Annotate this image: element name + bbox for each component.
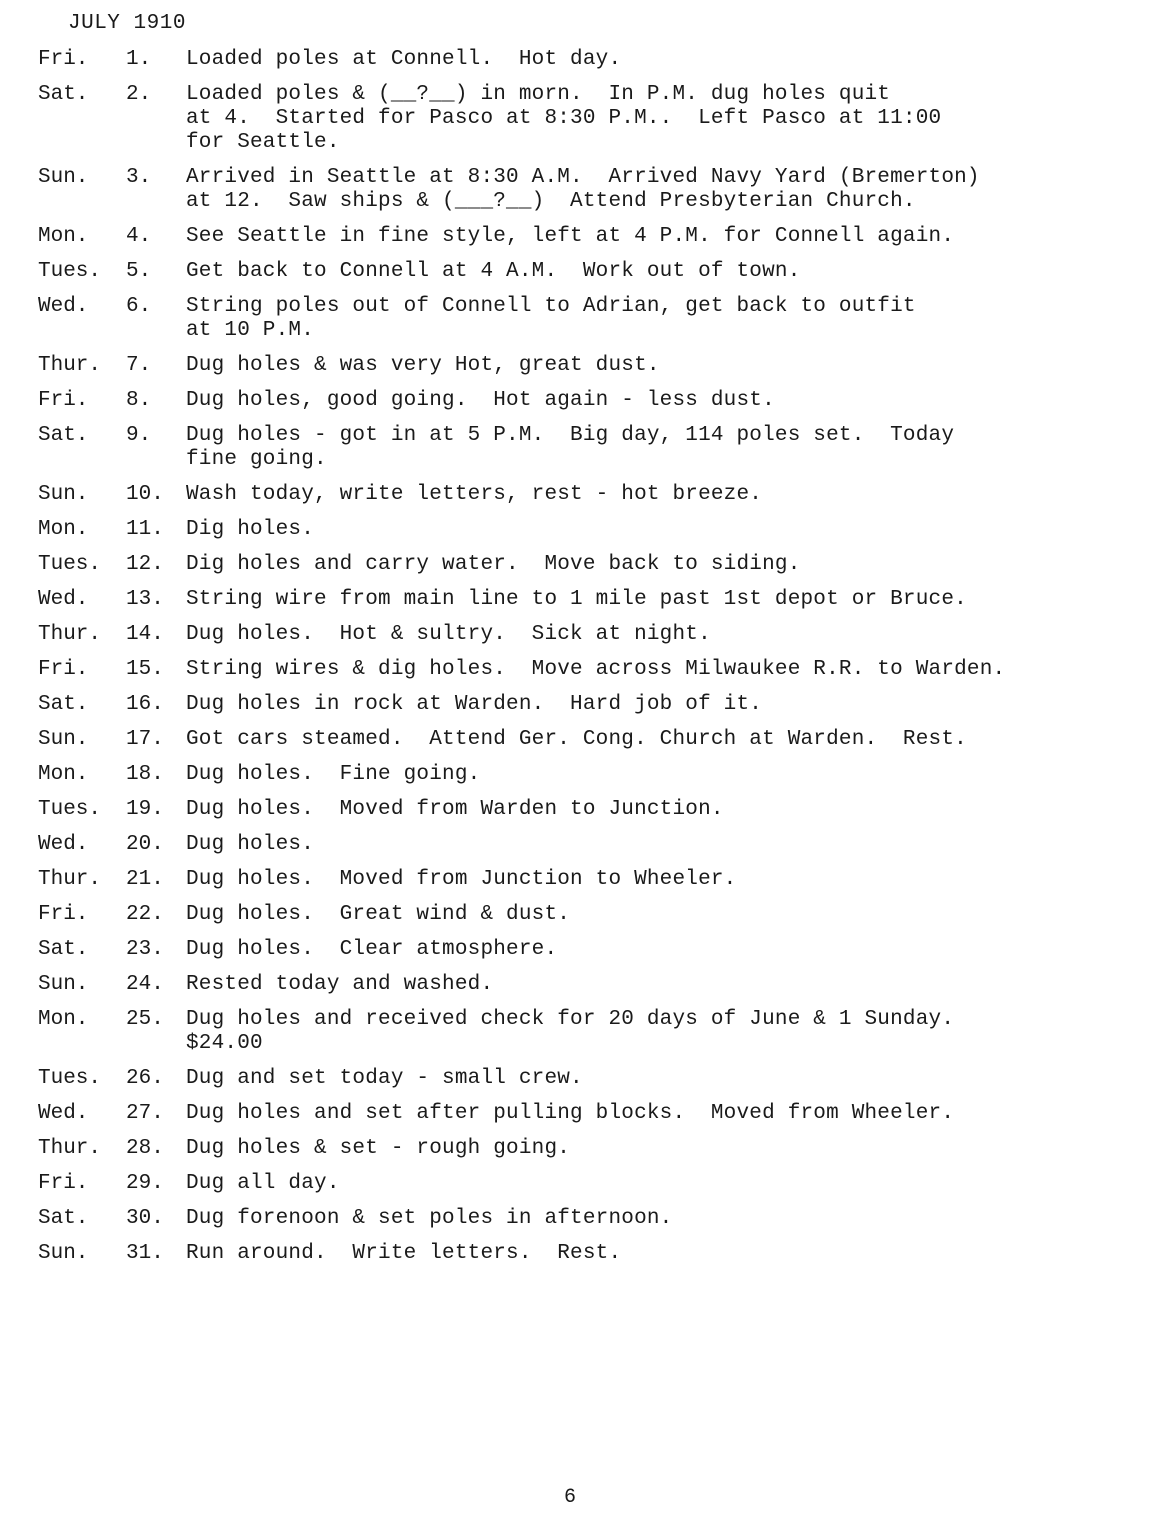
entry-day: Wed. bbox=[38, 833, 89, 856]
diary-entry bbox=[38, 1102, 1138, 1126]
entry-day: Wed. bbox=[38, 295, 89, 318]
entry-day: Mon. bbox=[38, 225, 89, 248]
entry-day: Tues. bbox=[38, 1067, 102, 1090]
entry-day: Mon. bbox=[38, 1008, 89, 1031]
entry-date: 25. bbox=[126, 1008, 164, 1031]
diary-entry bbox=[38, 1067, 1138, 1091]
entry-date: 10. bbox=[126, 483, 164, 506]
entry-day: Sun. bbox=[38, 973, 89, 996]
entry-date: 7. bbox=[126, 354, 152, 377]
entry-text: Dug holes & set - rough going. bbox=[186, 1137, 571, 1160]
entry-date: 26. bbox=[126, 1067, 164, 1090]
diary-entry bbox=[38, 260, 1138, 284]
diary-entry bbox=[38, 658, 1138, 682]
diary-entry bbox=[38, 1008, 1138, 1056]
diary-entry bbox=[38, 518, 1138, 542]
entry-date: 17. bbox=[126, 728, 164, 751]
diary-entry bbox=[38, 938, 1138, 962]
entry-text: Dug holes. Fine going. bbox=[186, 763, 481, 786]
entry-date: 19. bbox=[126, 798, 164, 821]
diary-entry bbox=[38, 798, 1138, 822]
entry-text: Dug holes. bbox=[186, 833, 315, 856]
entry-text: Rested today and washed. bbox=[186, 973, 494, 996]
entry-day: Wed. bbox=[38, 588, 89, 611]
entry-text: Dug forenoon & set poles in afternoon. bbox=[186, 1207, 673, 1230]
entry-day: Sat. bbox=[38, 693, 89, 716]
entry-text: Dug holes. Hot & sultry. Sick at night. bbox=[186, 623, 711, 646]
entry-date: 24. bbox=[126, 973, 164, 996]
entry-date: 11. bbox=[126, 518, 164, 541]
entry-text: Dug holes and set after pulling blocks. Moved from Wheeler. bbox=[186, 1102, 955, 1125]
entry-text: Dug and set today - small crew. bbox=[186, 1067, 583, 1090]
diary-entry bbox=[38, 903, 1138, 927]
entry-day: Tues. bbox=[38, 798, 102, 821]
entry-text: See Seattle in fine style, left at 4 P.M. for Connell again. bbox=[186, 225, 955, 248]
entry-day: Fri. bbox=[38, 1172, 89, 1195]
entry-date: 27. bbox=[126, 1102, 164, 1125]
diary-entry bbox=[38, 763, 1138, 787]
entry-day: Mon. bbox=[38, 518, 89, 541]
entry-date: 14. bbox=[126, 623, 164, 646]
entry-day: Sat. bbox=[38, 424, 89, 447]
diary-entry bbox=[38, 1207, 1138, 1231]
entry-day: Thur. bbox=[38, 354, 102, 377]
entry-date: 9. bbox=[126, 424, 152, 447]
diary-entry bbox=[38, 588, 1138, 612]
entry-date: 4. bbox=[126, 225, 152, 248]
entry-date: 5. bbox=[126, 260, 152, 283]
entry-text: Dig holes. bbox=[186, 518, 315, 541]
diary-entry bbox=[38, 225, 1138, 249]
entry-date: 28. bbox=[126, 1137, 164, 1160]
diary-entry bbox=[38, 973, 1138, 997]
entry-text: Dug holes & was very Hot, great dust. bbox=[186, 354, 660, 377]
entry-text: Dug holes. Great wind & dust. bbox=[186, 903, 571, 926]
diary-entry bbox=[38, 1242, 1138, 1266]
entry-date: 29. bbox=[126, 1172, 164, 1195]
entry-date: 18. bbox=[126, 763, 164, 786]
entry-text: String wire from main line to 1 mile past 1st depot or Bruce. bbox=[186, 588, 967, 611]
entry-date: 23. bbox=[126, 938, 164, 961]
entry-text: Dug all day. bbox=[186, 1172, 340, 1195]
diary-entry bbox=[38, 354, 1138, 378]
page-number: 6 bbox=[563, 1486, 576, 1509]
diary-entry bbox=[38, 1172, 1138, 1196]
entry-date: 13. bbox=[126, 588, 164, 611]
month-heading: JULY 1910 bbox=[68, 12, 186, 35]
diary-entry bbox=[38, 623, 1138, 647]
entry-date: 20. bbox=[126, 833, 164, 856]
entry-day: Tues. bbox=[38, 553, 102, 576]
entry-text: Dug holes. Clear atmosphere. bbox=[186, 938, 558, 961]
diary-entry bbox=[38, 48, 1138, 72]
entry-date: 1. bbox=[126, 48, 152, 71]
entry-text: Loaded poles at Connell. Hot day. bbox=[186, 48, 622, 71]
entry-day: Fri. bbox=[38, 903, 89, 926]
entry-day: Sun. bbox=[38, 1242, 89, 1265]
entry-day: Sat. bbox=[38, 83, 89, 106]
entry-date: 31. bbox=[126, 1242, 164, 1265]
entry-date: 8. bbox=[126, 389, 152, 412]
diary-entries bbox=[38, 48, 1138, 1277]
diary-entry bbox=[38, 83, 1138, 155]
diary-entry bbox=[38, 1137, 1138, 1161]
entry-text: Dug holes. Moved from Junction to Wheeler. bbox=[186, 868, 737, 891]
entry-day: Tues. bbox=[38, 260, 102, 283]
entry-date: 15. bbox=[126, 658, 164, 681]
entry-text: Loaded poles & (__?__) in morn. In P.M. dug holes quit at 4. Started for Pasco at 8:30 P.M.. Left Pasco at 11:00 for Seattle. bbox=[186, 83, 942, 154]
diary-entry bbox=[38, 833, 1138, 857]
entry-date: 3. bbox=[126, 166, 152, 189]
entry-day: Wed. bbox=[38, 1102, 89, 1125]
entry-day: Sat. bbox=[38, 938, 89, 961]
diary-entry bbox=[38, 166, 1138, 214]
entry-text: String poles out of Connell to Adrian, get back to outfit at 10 P.M. bbox=[186, 295, 916, 342]
entry-day: Sun. bbox=[38, 728, 89, 751]
entry-text: Dug holes, good going. Hot again - less dust. bbox=[186, 389, 775, 412]
diary-entry bbox=[38, 295, 1138, 343]
entry-day: Thur. bbox=[38, 623, 102, 646]
entry-text: Wash today, write letters, rest - hot breeze. bbox=[186, 483, 763, 506]
entry-date: 12. bbox=[126, 553, 164, 576]
entry-text: String wires & dig holes. Move across Milwaukee R.R. to Warden. bbox=[186, 658, 1006, 681]
entry-day: Sat. bbox=[38, 1207, 89, 1230]
entry-day: Sun. bbox=[38, 166, 89, 189]
diary-entry bbox=[38, 483, 1138, 507]
diary-entry bbox=[38, 868, 1138, 892]
entry-date: 22. bbox=[126, 903, 164, 926]
entry-date: 30. bbox=[126, 1207, 164, 1230]
entry-text: Dug holes and received check for 20 days of June & 1 Sunday. $24.00 bbox=[186, 1008, 955, 1055]
entry-text: Get back to Connell at 4 A.M. Work out of town. bbox=[186, 260, 801, 283]
entry-day: Thur. bbox=[38, 868, 102, 891]
entry-date: 2. bbox=[126, 83, 152, 106]
entry-date: 21. bbox=[126, 868, 164, 891]
entry-date: 16. bbox=[126, 693, 164, 716]
diary-entry bbox=[38, 389, 1138, 413]
entry-text: Dig holes and carry water. Move back to siding. bbox=[186, 553, 801, 576]
diary-entry bbox=[38, 728, 1138, 752]
entry-text: Got cars steamed. Attend Ger. Cong. Church at Warden. Rest. bbox=[186, 728, 967, 751]
diary-entry bbox=[38, 424, 1138, 472]
entry-text: Arrived in Seattle at 8:30 A.M. Arrived Navy Yard (Bremerton) at 12. Saw ships & (___?__) Attend Presbyterian Church. bbox=[186, 166, 980, 213]
diary-entry bbox=[38, 553, 1138, 577]
diary-entry bbox=[38, 693, 1138, 717]
entry-text: Dug holes - got in at 5 P.M. Big day, 114 poles set. Today fine going. bbox=[186, 424, 955, 471]
entry-text: Dug holes in rock at Warden. Hard job of it. bbox=[186, 693, 763, 716]
entry-day: Thur. bbox=[38, 1137, 102, 1160]
entry-day: Fri. bbox=[38, 389, 89, 412]
entry-text: Run around. Write letters. Rest. bbox=[186, 1242, 622, 1265]
entry-day: Mon. bbox=[38, 763, 89, 786]
entry-day: Fri. bbox=[38, 48, 89, 71]
entry-day: Fri. bbox=[38, 658, 89, 681]
entry-text: Dug holes. Moved from Warden to Junction. bbox=[186, 798, 724, 821]
entry-day: Sun. bbox=[38, 483, 89, 506]
entry-date: 6. bbox=[126, 295, 152, 318]
